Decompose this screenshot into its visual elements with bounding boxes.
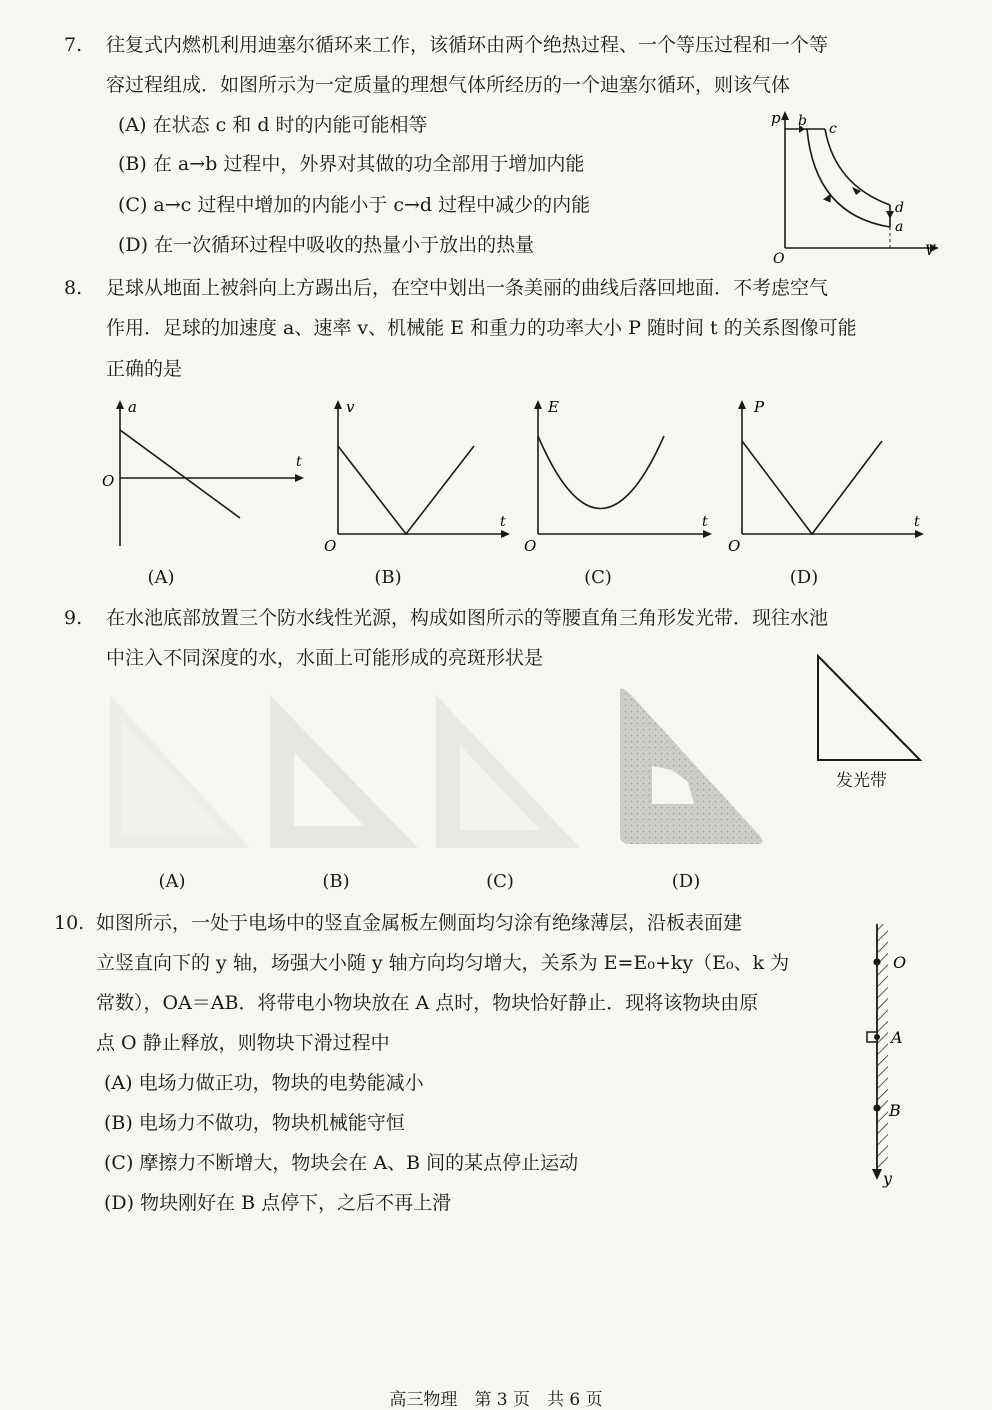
q10-stem-line2: 立竖直向下的 y 轴，场强大小随 y 轴方向均匀增大，关系为 E=E₀+ky（E₀、k 为 — [96, 952, 790, 974]
q9-option-a-shape — [100, 690, 260, 855]
q10-option-c: (C) 摩擦力不断增大，物块会在 A、B 间的某点停止运动 — [104, 1152, 579, 1174]
q8-stem-line3: 正确的是 — [106, 358, 183, 380]
q7-label-d: d — [895, 200, 904, 216]
q10-number: 10. — [54, 912, 85, 934]
q8-stem-line2: 作用．足球的加速度 a、速率 v、机械能 E 和重力的功率大小 P 随时间 t 的关系图像可能 — [106, 317, 857, 339]
q10-plate-diagram — [855, 918, 925, 1188]
q9-caption-a: (A) — [158, 871, 186, 892]
q10-label-y: y — [883, 1169, 893, 1188]
q7-option-b: (B) 在 a→b 过程中，外界对其做的功全部用于增加内能 — [118, 153, 585, 175]
q9-number: 9. — [64, 607, 83, 629]
q8-stem-line1: 足球从地面上被斜向上方踢出后，在空中划出一条美丽的曲线后落回地面．不考虑空气 — [106, 277, 829, 299]
q9-option-c-shape — [430, 690, 590, 855]
q7-label-v: V — [925, 243, 936, 259]
q7-option-d: (D) 在一次循环过程中吸收的热量小于放出的热量 — [118, 234, 535, 256]
q10-stem-line3: 常数），OA＝AB．将带电小物块放在 A 点时，物块恰好静止．现将该物块由原 — [96, 992, 759, 1014]
q8-graph-c-origin: O — [524, 537, 537, 555]
q8-graph-d — [720, 396, 930, 556]
q10-option-a: (A) 电场力做正功，物块的电势能减小 — [104, 1072, 424, 1094]
q10-point-a — [874, 1034, 880, 1040]
q7-pv-diagram — [765, 105, 945, 265]
q8-graph-c — [516, 396, 716, 556]
q10-label-b: B — [889, 1101, 901, 1120]
q9-caption-c: (C) — [486, 871, 514, 892]
q9-option-b-shape — [264, 690, 424, 855]
q8-graph-b-xlabel: t — [500, 514, 506, 530]
q7-label-p: p — [771, 109, 781, 127]
q10-stem-line4: 点 O 静止释放，则物块下滑过程中 — [96, 1032, 390, 1054]
q8-graph-c-curve — [538, 436, 664, 509]
page-footer: 高三物理 第 3 页 共 6 页 — [389, 1390, 603, 1410]
q7-label-a: a — [895, 219, 904, 235]
q8-graph-a-origin: O — [102, 472, 115, 490]
q7-option-a: (A) 在状态 c 和 d 时的内能可能相等 — [118, 114, 428, 136]
q8-graph-d-line — [742, 441, 882, 534]
q8-graph-b-line — [338, 446, 474, 534]
q10-point-b — [873, 1104, 880, 1111]
q8-graph-c-ylabel: E — [548, 398, 559, 416]
q9-caption-b: (B) — [322, 871, 350, 892]
q8-graph-a-ylabel: a — [128, 398, 137, 416]
q8-caption-c: (C) — [584, 567, 612, 588]
q10-stem-line1: 如图所示，一处于电场中的竖直金属板左侧面均匀涂有绝缘薄层，沿板表面建 — [96, 912, 743, 934]
q8-graph-a-line — [120, 430, 240, 518]
q8-caption-d: (D) — [789, 567, 819, 588]
q8-number: 8. — [64, 277, 83, 299]
q8-graph-c-xlabel: t — [702, 514, 708, 530]
q9-strip-label: 发光带 — [836, 771, 887, 791]
q9-caption-d: (D) — [671, 871, 701, 892]
q9-stem-line2: 中注入不同深度的水，水面上可能形成的亮斑形状是 — [106, 647, 544, 669]
q7-stem-line2: 容过程组成．如图所示为一定质量的理想气体所经历的一个迪塞尔循环，则该气体 — [106, 74, 791, 96]
q7-option-c: (C) a→c 过程中增加的内能小于 c→d 过程中减少的内能 — [118, 194, 591, 216]
q8-graph-a — [98, 396, 308, 556]
q7-stem-line1: 往复式内燃机利用迪塞尔循环来工作，该循环由两个绝热过程、一个等压过程和一个等 — [106, 34, 829, 56]
q8-graph-a-xlabel: t — [296, 454, 302, 470]
q9-light-strip-triangle — [808, 648, 928, 768]
q8-graph-b-origin: O — [324, 537, 337, 555]
q8-graph-b-ylabel: v — [346, 398, 355, 416]
q7-label-o: O — [773, 251, 785, 265]
q9-option-d-shape — [612, 686, 772, 856]
q9-stem-line1: 在水池底部放置三个防水线性光源，构成如图所示的等腰直角三角形发光带．现往水池 — [106, 607, 829, 629]
q10-option-d: (D) 物块刚好在 B 点停下，之后不再上滑 — [104, 1192, 452, 1214]
q10-point-o — [873, 958, 880, 965]
q10-option-b: (B) 电场力不做功，物块机械能守恒 — [104, 1112, 405, 1134]
q8-graph-d-origin: O — [728, 537, 741, 555]
q8-graph-b — [316, 396, 516, 556]
q7-label-c: c — [829, 121, 837, 137]
q7-number: 7. — [64, 34, 83, 56]
q10-label-o: O — [893, 953, 907, 972]
q7-label-b: b — [798, 113, 807, 129]
q8-graph-d-ylabel: P — [754, 398, 765, 416]
q8-graph-d-xlabel: t — [914, 514, 920, 530]
q8-caption-a: (A) — [147, 567, 175, 588]
q8-caption-b: (B) — [374, 567, 402, 588]
q10-label-a: A — [891, 1028, 903, 1047]
